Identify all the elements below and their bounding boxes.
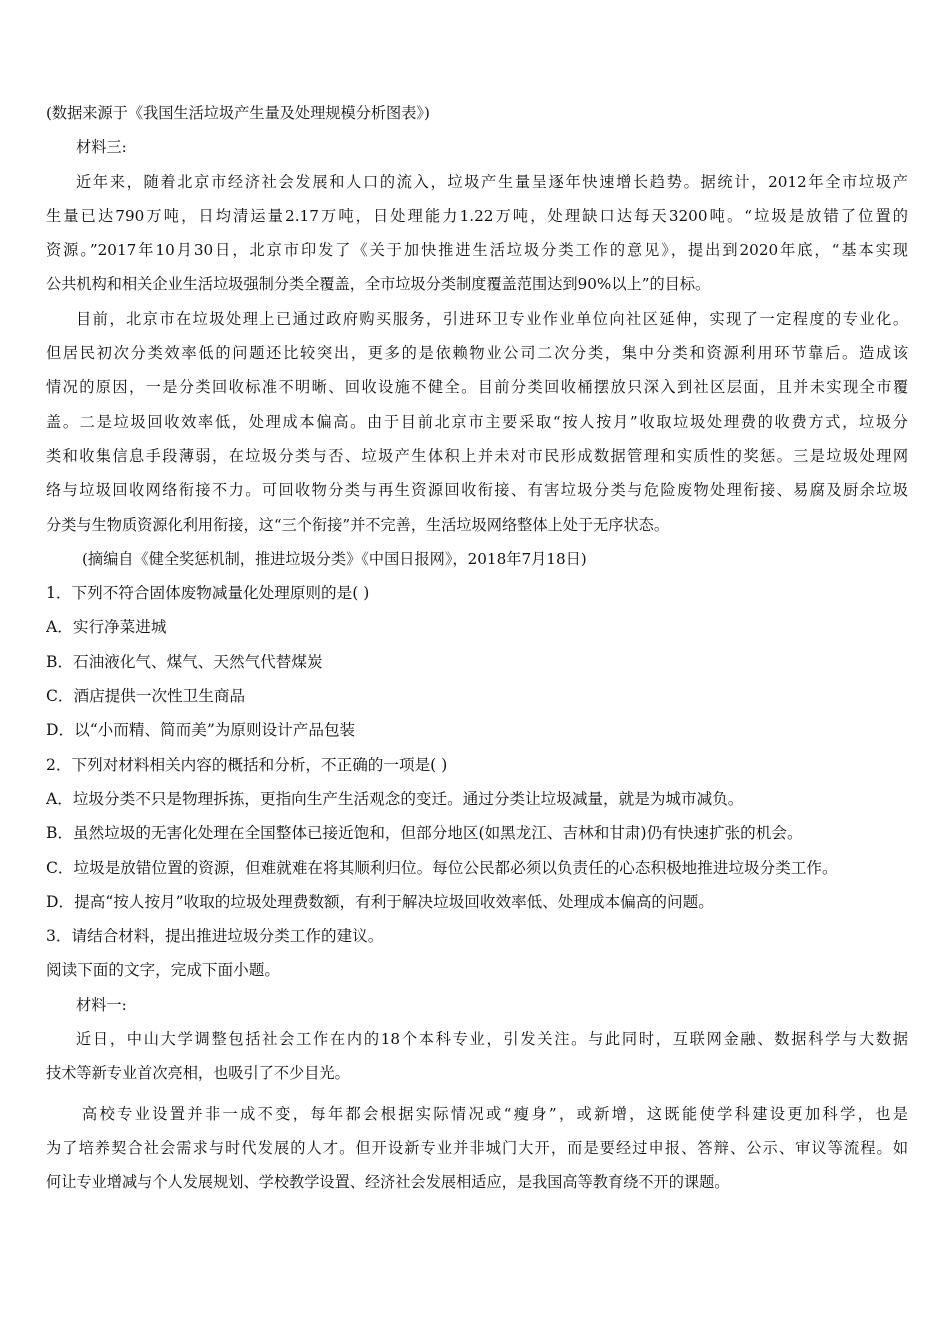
question-2 [46,748,908,919]
option-b: B．石油液化气、煤气、天然气代替煤炭 [46,652,323,671]
text-line: 情况的原因，一是分类回收标准不明晰、回收设施不健全。目前分类回收桶摆放只深入到社区层面，且并未实现全市覆 [46,378,908,397]
source-note: (数据来源于《我国生活垃圾产生量及处理规模分析图表》) [46,104,430,122]
option-b: B．虽然垃圾的无害化处理在全国整体已接近饱和，但部分地区(如黑龙江、吉林和甘肃)仍有快速扩张的机会。 [46,824,803,843]
text-line: 近日，中山大学调整包括社会工作在内的18个本科专业，引发关注。与此同时，互联网金融、数据科学与大数据 [76,1030,908,1049]
option-c: C．垃圾是放错位置的资源，但难就难在将其顺利归位。每位公民都必须以负责任的心态积极地推进垃圾分类工作。 [46,858,838,877]
text-line: 高校专业设置并非一成不变，每年都会根据实际情况或“瘦身”，或新增，这既能使学科建设更加科学，也是 [82,1104,908,1123]
text-line: 络与垃圾回收网络衔接不力。可回收物分类与再生资源回收衔接、有害垃圾分类与危险废物处理衔接、易腐及厨余垃圾 [46,481,908,500]
material1-paragraph-1 [46,1022,908,1091]
option-a: A．垃圾分类不只是物理拆拣，更指向生产生活观念的变迁。通过分类让垃圾减量，就是为城市减负。 [46,789,744,808]
text-line: 分类与生物质资源化利用衔接，这“三个衔接”并不完善，生活垃圾网络整体上处于无序状态。 [46,515,670,534]
option-c: C．酒店提供一次性卫生商品 [46,687,246,706]
option-d: D．提高“按人按月”收取的垃圾处理费数额，有利于解决垃圾回收效率低、处理成本偏高的问题。 [46,892,714,911]
document-content [46,96,908,1200]
text-line: 技术等新专业首次亮相，也吸引了不少目光。 [46,1064,350,1083]
text-line: 公共机构和相关企业生活垃圾强制分类全覆盖，全市垃圾分类制度覆盖范围达到90%以上”的目标。 [46,275,711,294]
text-line: 近年来，随着北京市经济社会发展和人口的流入，垃圾产生量呈逐年快速增长趋势。据统计，2012年全市垃圾产 [76,172,908,191]
text-line: 目前，北京市在垃圾处理上已通过政府购买服务，引进环卫专业作业单位向社区延伸，实现了一定程度的专业化。 [76,309,908,328]
question-stem: 3．请结合材料，提出推进垃圾分类工作的建议。 [46,927,384,946]
material3-citation: (摘编自《健全奖惩机制，推进垃圾分类》《中国日报网》，2018年7月18日) [82,549,587,568]
material3-paragraph-1 [46,165,908,302]
text-line: 资源。”2017年10月30日，北京市印发了《关于加快推进生活垃圾分类工作的意见》，提出到2020年底，“基本实现 [46,241,908,260]
question-stem: 2．下列对材料相关内容的概括和分析，不正确的一项是( ) [46,755,448,774]
question-stem: 1．下列不符合固体废物减量化处理原则的是( ) [46,584,370,603]
text-line: 为了培养契合社会需求与时代发展的人才。但开设新专业并非城门大开，而是要经过申报、答辩、公示、审议等流程。如 [46,1138,908,1157]
material1-heading: 材料一: [76,995,127,1014]
text-line: 何让专业增减与个人发展规划、学校教学设置、经济社会发展相适应，是我国高等教育绕不开的课题。 [46,1173,730,1192]
question-3 [46,919,908,953]
reading-instruction: 阅读下面的文字，完成下面小题。 [46,961,280,980]
text-line: 类和收集信息手段薄弱，在垃圾分类与否、垃圾产生体积上并未对市民形成数据管理和实质性的奖惩。三是垃圾处理网 [46,446,908,465]
material3-heading: 材料三: [76,138,127,157]
question-1 [46,576,908,747]
option-a: A．实行净菜进城 [46,618,167,637]
material1-paragraph-2 [46,1097,908,1200]
option-d: D．以“小而精、简而美”为原则设计产品包装 [46,721,356,740]
text-line: 盖。二是垃圾回收效率低，处理成本偏高。由于目前北京市主要采取“按人按月”收取垃圾处理费的收费方式，垃圾分 [46,412,908,431]
text-line: 但居民初次分类效率低的问题还比较突出，更多的是依赖物业公司二次分类，集中分类和资源利用环节靠后。造成该 [46,344,908,363]
material3-paragraph-2 [46,302,908,542]
text-line: 生量已达790万吨，日均清运量2.17万吨，日处理能力1.22万吨，处理缺口达每天3200吨。“垃圾是放错了位置的 [46,206,908,225]
